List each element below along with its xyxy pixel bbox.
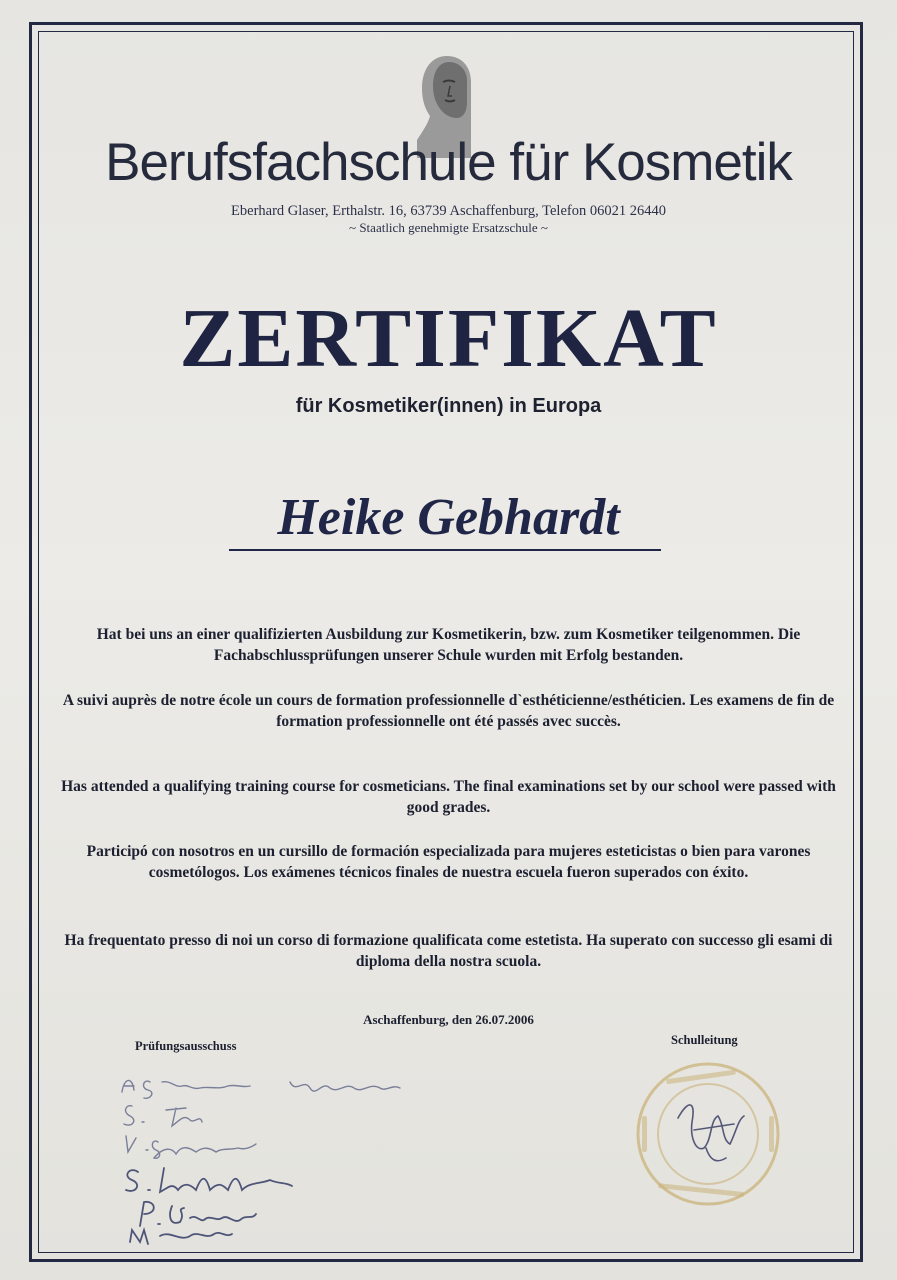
school-status: ~ Staatlich genehmigte Ersatzschule ~ [349, 220, 548, 235]
recipient-name: Heike Gebhardt [277, 489, 620, 546]
paragraph-french: A suivi auprès de notre école un cours de formation professionnelle d`esthéticienne/esthéticien. Les examens de fin de formation professionnelle ont été passés avec succès. [62, 692, 835, 730]
signature-1 [122, 1080, 250, 1098]
paragraph-spanish: Participó con nosotros en un cursillo de formación especializada para mujeres esteticistas o bien para varones cosmetólogos. Los exámenes técnicos finales de nuestra escuela fueron superados con éxito. [86, 843, 811, 881]
paragraph-italian: Ha frequentato presso di noi un corso di formazione qualificata come estetista. Ha superato con successo gli esami di diploma della nostra scuola. [64, 932, 833, 970]
examination-committee-label: Prüfungsausschuss [135, 1039, 237, 1053]
school-name: Berufsfachschule für Kosmetik [105, 133, 792, 192]
signature-1b [290, 1082, 400, 1091]
paragraph-english: Has attended a qualifying training course for cosmeticians. The final examinations set by our school were passed with good grades. [61, 778, 836, 816]
certificate-title: ZERTIFIKAT [179, 292, 718, 385]
signature-5 [140, 1202, 256, 1226]
handwritten-signatures [110, 1064, 430, 1264]
place-and-date: Aschaffenburg, den 26.07.2006 [363, 1012, 534, 1027]
signature-6 [130, 1230, 232, 1244]
signature-3 [126, 1136, 256, 1158]
paragraph-german: Hat bei uns an einer qualifizierten Ausbildung zur Kosmetikerin, bzw. zum Kosmetiker teilgenommen. Die Fachabschlussprüfungen unserer Schule wurden mit Erfolg bestanden. [96, 626, 801, 664]
school-management-label: Schulleitung [671, 1033, 738, 1047]
signature-4 [126, 1168, 292, 1192]
signature-2 [124, 1106, 202, 1126]
certificate-subtitle: für Kosmetiker(innen) in Europa [295, 395, 602, 417]
recipient-underline [229, 549, 661, 551]
school-address: Eberhard Glaser, Erthalstr. 16, 63739 Aschaffenburg, Telefon 06021 26440 [231, 203, 666, 219]
school-seal-icon [634, 1060, 782, 1208]
